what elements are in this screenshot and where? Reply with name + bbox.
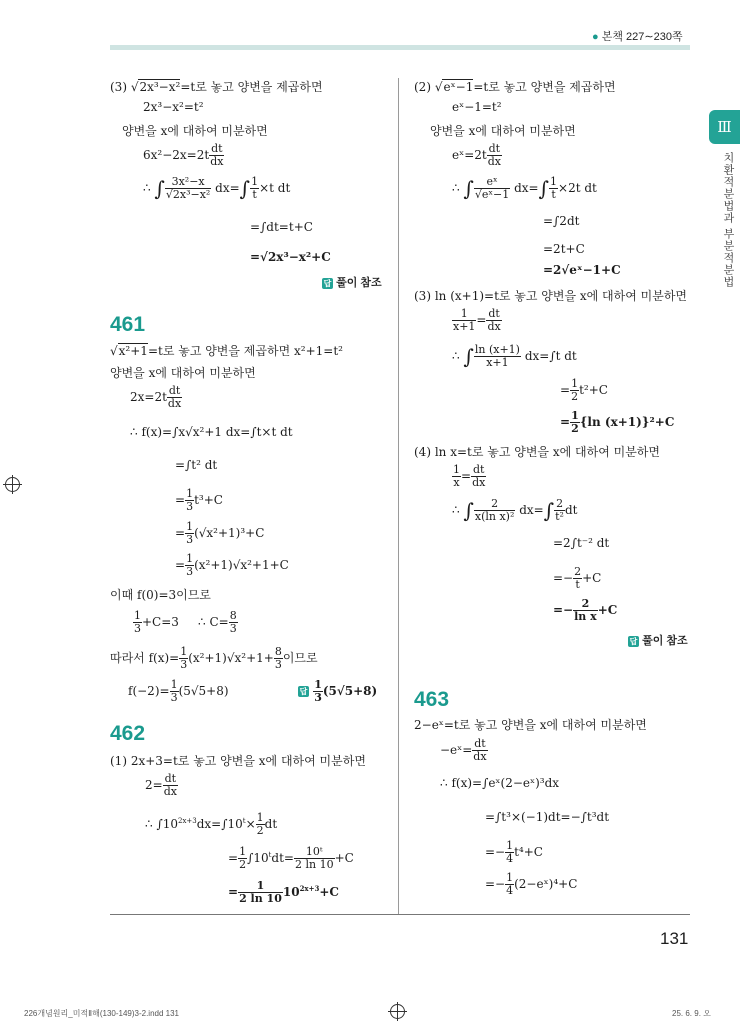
equation: eˣ−1=t² <box>452 100 502 114</box>
equation: $\frac{1}{3}$ +C=3 ∴ C= $\frac{8}{3}$ <box>134 609 237 635</box>
equation: =∫t² dt <box>175 458 218 472</box>
equation: = $\frac{1}{3}$ (x²+1)√x²+1+C <box>175 552 289 578</box>
equation: =− $\frac{1}{4}$ t⁴+C <box>485 839 543 865</box>
text-line: (3) ln (x+1)=t로 놓고 양변을 x에 대하여 미분하면 <box>414 289 688 303</box>
equation: 6x²−2x=2t $\frac{dt}{dx}$ <box>143 142 224 168</box>
problem-number: 461 <box>110 313 146 336</box>
text-line: (3) √2x³−x²=t로 놓고 양변을 제곱하면 <box>110 80 323 94</box>
text-line: 양변을 x에 대하여 미분하면 <box>122 124 268 138</box>
text-line: (4) ln x=t로 놓고 양변을 x에 대하여 미분하면 <box>414 445 660 459</box>
see-solution-label: 답 풀이 참조 <box>323 277 382 289</box>
chapter-title: 치환적분법과 부분적분법 <box>722 152 734 289</box>
answer: =√2x³−x²+C <box>250 250 331 264</box>
equation: = $\frac{1}{3}$ (√x²+1)³+C <box>175 520 265 546</box>
page-number: 131 <box>660 929 689 948</box>
text-line: 양변을 x에 대하여 미분하면 <box>430 124 576 138</box>
answer: 답 $\frac{1}{3}$ (5√5+8) <box>299 678 378 704</box>
chapter-tab: Ⅲ <box>709 110 740 144</box>
equation: = $\frac{1}{2}$ $\int 10^tdt=$ $\frac{\text{10ᵗ}}{2 \ln 10}$ +C <box>228 845 354 871</box>
equation: =− $\frac{2}{t}$ +C <box>553 565 602 591</box>
header-bar <box>110 45 690 50</box>
equation: = $\frac{1}{2}$ t²+C <box>560 377 608 403</box>
equation: ∴ ∫ $\frac{\ln (x+1)}{x+1}$ dx=∫t dt <box>452 343 577 369</box>
problem-number: 463 <box>414 688 450 711</box>
column-divider <box>398 78 399 914</box>
text-line: √x²+1=t로 놓고 양변을 제곱하면 x²+1=t² <box>110 344 343 358</box>
equation: 2x=2t $\frac{dt}{dx}$ <box>130 384 182 410</box>
answer: = $\frac{1}{2 \ln 10}$ $10^{2x+3}+C$ <box>228 879 339 905</box>
footer-line <box>110 914 690 915</box>
equation: $\frac{1}{x}$ = $\frac{dt}{dx}$ <box>453 463 486 489</box>
text-line: 따라서 f(x)= $\frac{1}{3}$ (x²+1)√x²+1+ $\frac{8}{3}$ 이므로 <box>110 645 318 671</box>
equation: =∫2dt <box>543 214 580 228</box>
page-reference: ● 본책 227∼230쪽 <box>592 31 683 43</box>
text-line: 2−eˣ=t로 놓고 양변을 x에 대하여 미분하면 <box>414 718 647 732</box>
text-line: (1) 2x+3=t로 놓고 양변을 x에 대하여 미분하면 <box>110 754 366 768</box>
equation: =∫t³×(−1)dt=−∫t³dt <box>485 810 610 824</box>
text-line: (2) √eˣ−1=t로 놓고 양변을 제곱하면 <box>414 80 616 94</box>
text-line: 양변을 x에 대하여 미분하면 <box>110 366 256 380</box>
registration-mark-icon <box>5 477 20 492</box>
equation: eˣ=2t $\frac{dt}{dx}$ <box>452 142 501 168</box>
equation: 2x³−x²=t² <box>143 100 204 114</box>
equation: ∴ $\int 10^{2x+3}dx=\int 10^t\times$ $\frac{1}{2}$ dt <box>145 811 278 837</box>
see-solution-label: 답 풀이 참조 <box>629 635 688 647</box>
equation: =− $\frac{1}{4}$ (2−eˣ)⁴+C <box>485 871 578 897</box>
equation: ∴ ∫ $\frac{\text{3x²−x}}{\text{√2x³−x²}}$ dx=∫ $\frac{1}{t}$ ×t dt <box>143 175 291 201</box>
equation: ∴ f(x)=∫x√x²+1 dx=∫t×t dt <box>130 425 293 439</box>
answer: = $\frac{1}{2}$ {ln (x+1)}²+C <box>560 409 675 435</box>
answer: =2√eˣ−1+C <box>543 263 621 277</box>
equation: ∴ ∫ $\frac{\text{eˣ}}{\text{√eˣ−1}}$ dx=∫ $\frac{1}{t}$ ×2t dt <box>452 175 597 201</box>
equation: =2∫t⁻² dt <box>553 536 610 550</box>
equation: ∴ ∫ $\frac{2}{\text{x(ln x)²}}$ dx=∫ $\frac{2}{\text{t²}}$ dt <box>452 497 578 523</box>
equation: −eˣ= $\frac{dt}{dx}$ <box>440 737 487 763</box>
answer: =− $\frac{2}{\text{ln x}}$ +C <box>553 597 618 623</box>
text-line: 이때 f(0)=3이므로 <box>110 588 211 602</box>
registration-mark-icon <box>390 1004 405 1019</box>
equation: f(−2)= $\frac{1}{3}$ (5√5+8) <box>128 678 229 704</box>
equation: =2t+C <box>543 242 585 256</box>
equation: $\frac{1}{x+1}$ = $\frac{dt}{dx}$ <box>453 307 501 333</box>
equation: 2= $\frac{dt}{dx}$ <box>145 772 177 798</box>
footer-file: 226개념원리_미적Ⅱ해(130-149)3-2.indd 131 <box>24 1009 179 1018</box>
equation: ∴ f(x)=∫eˣ(2−eˣ)³dx <box>440 776 560 790</box>
equation: =∫dt=t+C <box>250 220 313 234</box>
footer-date: 25. 6. 9. 오 <box>672 1009 711 1018</box>
problem-number: 462 <box>110 722 146 745</box>
equation: = $\frac{1}{3}$ t³+C <box>175 487 223 513</box>
